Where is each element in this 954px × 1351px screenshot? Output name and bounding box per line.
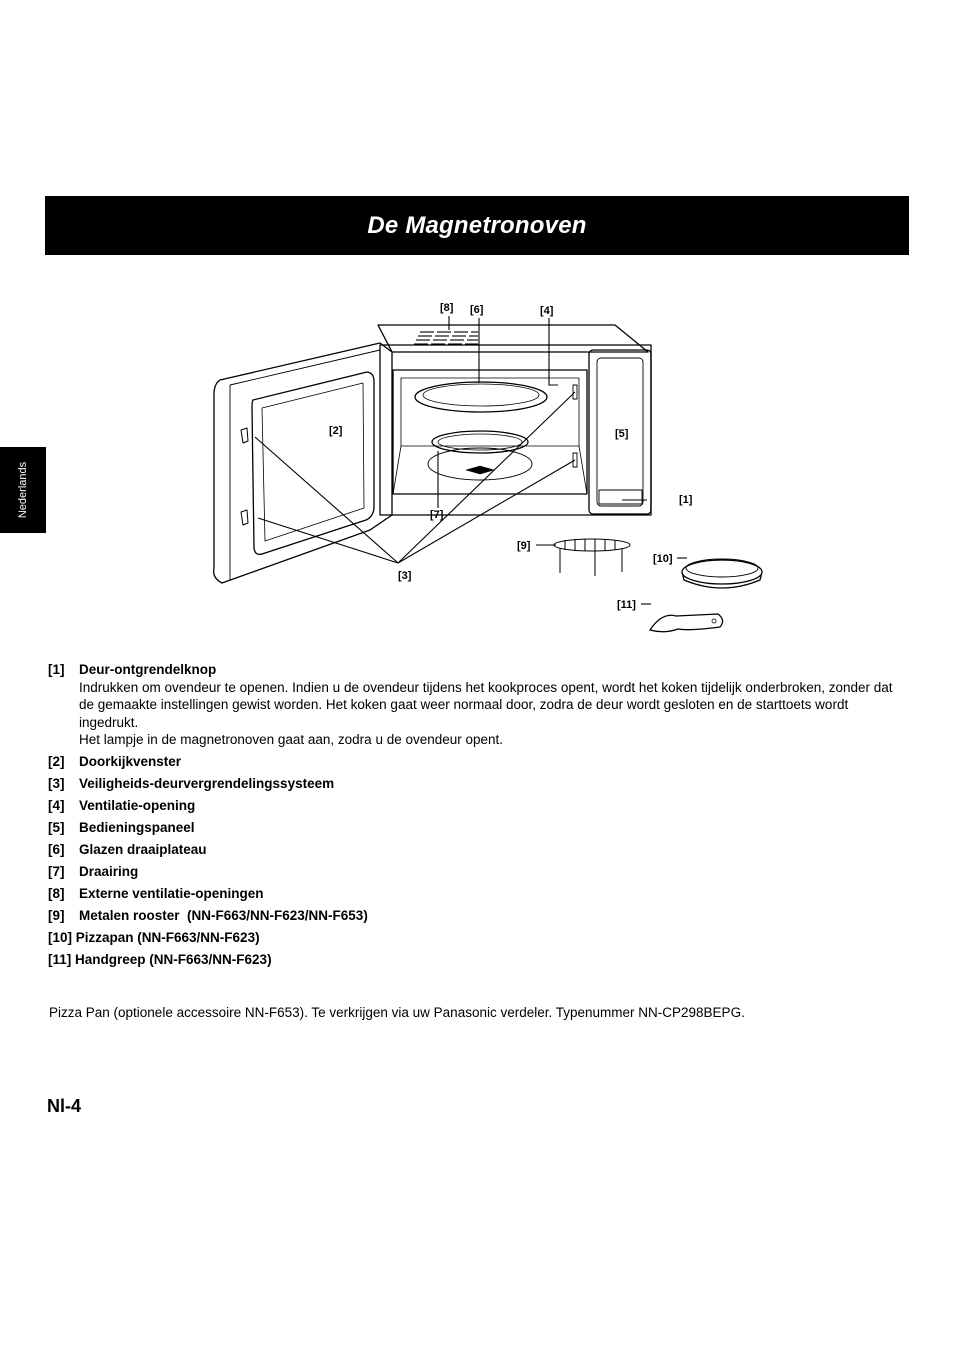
legend-label: Ventilatie-opening xyxy=(79,798,196,813)
legend-label: Bedieningspaneel xyxy=(79,820,195,835)
legend-label: Externe ventilatie-openingen xyxy=(79,886,264,901)
legend-description: Het lampje in de magnetronoven gaat aan, zodra u de ovendeur opent. xyxy=(79,732,504,747)
callout-6: [6] xyxy=(470,304,484,316)
legend-label: Veiligheids-deurvergrendelingssysteem xyxy=(79,776,335,791)
callout-11: [11] xyxy=(617,599,636,611)
pizza-pan-handle xyxy=(650,614,723,632)
door-latch-icon xyxy=(241,428,248,525)
legend-item xyxy=(48,841,898,859)
legend-number: [4] xyxy=(48,798,65,813)
legend-item xyxy=(48,753,898,771)
door-window xyxy=(252,372,374,554)
language-tab-label: Nederlands xyxy=(17,461,29,519)
legend-item xyxy=(48,797,898,815)
legend-number: [7] xyxy=(48,864,65,879)
legend-number: [8] xyxy=(48,886,65,901)
page-title: De Magnetronoven xyxy=(367,211,587,239)
legend-label: Metalen rooster (NN-F663/NN-F623/NN-F653) xyxy=(79,908,368,923)
legend-number: [3] xyxy=(48,776,65,791)
cabinet-top xyxy=(378,325,648,352)
legend-description: Indrukken om ovendeur te openen. Indien u de ovendeur tijdens het kookproces opent, wordt het koken tijdelijk onderbroken, zonder dat de gemaakte instellingen gewist worden. Het koken gaat weer normaal door, zodra de deur wordt gesloten en de starttoets wordt ingedrukt. xyxy=(79,679,893,730)
callout-5: [5] xyxy=(615,428,629,440)
top-vents-icon xyxy=(414,332,478,344)
legend-item xyxy=(48,775,898,793)
oven-door xyxy=(214,343,392,583)
metal-rack xyxy=(554,539,630,576)
callout-10: [10] xyxy=(653,553,673,565)
legend-number: [10] xyxy=(48,930,73,945)
legend-label: Draairing xyxy=(79,864,139,879)
footnote: Pizza Pan (optionele accessoire NN-F653). Te verkrijgen via uw Panasonic verdeler. Typenummer NN-CP298BEPG. xyxy=(49,1005,745,1020)
legend-list xyxy=(48,661,898,973)
legend-item xyxy=(48,951,898,969)
legend-number: [1] xyxy=(48,662,65,677)
legend-label: Doorkijkvenster xyxy=(79,754,182,769)
legend-number: [5] xyxy=(48,820,65,835)
legend-item xyxy=(48,863,898,881)
legend-number: [2] xyxy=(48,754,65,769)
callout-2: [2] xyxy=(329,425,343,437)
legend-number: [9] xyxy=(48,908,65,923)
microwave-diagram xyxy=(0,0,954,660)
glass-turntable xyxy=(415,382,547,412)
legend-label: Deur-ontgrendelknop xyxy=(79,662,217,677)
legend-item xyxy=(48,819,898,837)
legend-label: Handgreep (NN-F663/NN-F623) xyxy=(75,952,272,967)
oven-cavity xyxy=(393,370,587,494)
callout-4: [4] xyxy=(540,305,554,317)
legend-number: [6] xyxy=(48,842,65,857)
legend-label: Glazen draaiplateau xyxy=(79,842,207,857)
callout-7: [7] xyxy=(430,509,444,521)
pizza-pan xyxy=(682,559,762,588)
legend-item xyxy=(48,885,898,903)
callout-1: [1] xyxy=(679,494,693,506)
callout-9: [9] xyxy=(517,540,531,552)
page-number: Nl-4 xyxy=(47,1096,82,1116)
door-release-button xyxy=(599,490,642,504)
legend-number: [11] xyxy=(48,952,72,967)
callout-8: [8] xyxy=(440,302,454,314)
legend-item xyxy=(48,661,898,749)
callout-3: [3] xyxy=(398,570,412,582)
legend-item xyxy=(48,929,898,947)
legend-item xyxy=(48,907,898,925)
legend-label: Pizzapan (NN-F663/NN-F623) xyxy=(75,930,260,945)
